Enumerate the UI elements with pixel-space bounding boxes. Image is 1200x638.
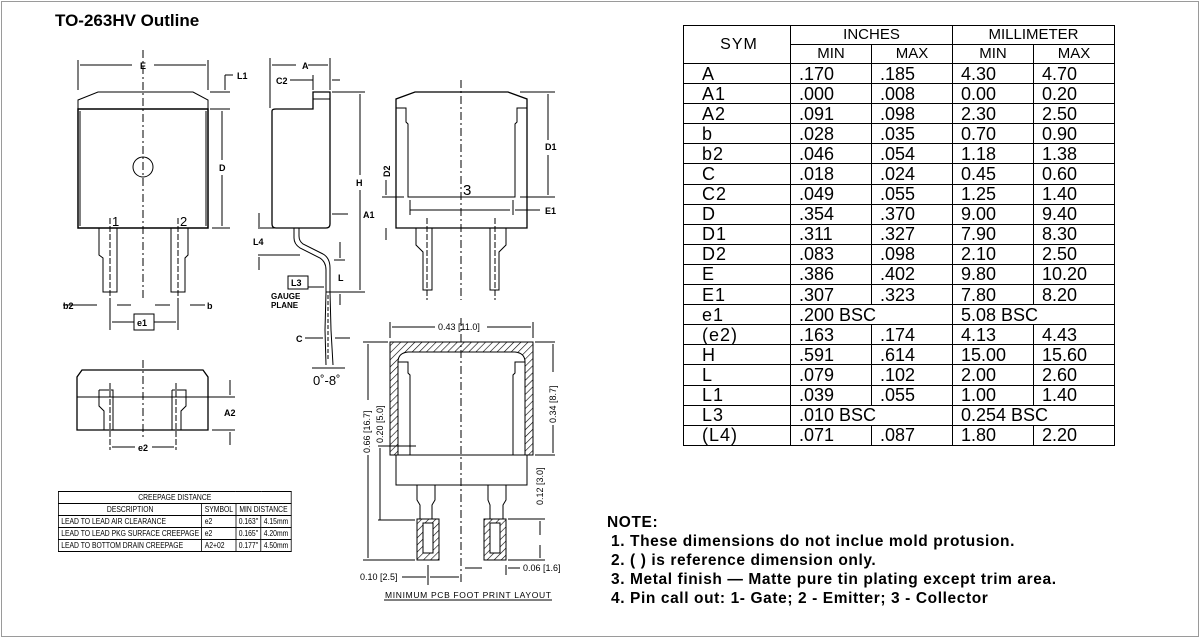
footprint-caption: MINIMUM PCB FOOT PRINT LAYOUT <box>385 590 551 600</box>
end-view <box>77 360 236 453</box>
mm-min-header: MIN <box>953 45 1034 64</box>
mm-min-value: 1.18 <box>953 144 1034 164</box>
inches-max-value: .102 <box>872 365 953 385</box>
mm-min-value: 1.80 <box>953 425 1034 445</box>
mm-max-value: 0.90 <box>1034 124 1115 144</box>
inches-max-value: .185 <box>872 64 953 84</box>
inches-min-value: .079 <box>791 365 872 385</box>
creepage-title: CREEPAGE DISTANCE <box>58 492 291 504</box>
dimension-symbol: L3 <box>684 405 791 425</box>
creepage-distance-table <box>58 491 292 552</box>
pcb-footprint <box>360 318 561 600</box>
dimension-symbol: L <box>684 365 791 385</box>
dimension-row <box>684 365 1115 385</box>
inches-min-value: .083 <box>791 244 872 264</box>
creepage-row <box>58 528 291 540</box>
inches-max-value: .323 <box>872 285 953 305</box>
creepage-symbol: e2 <box>202 528 236 540</box>
mm-min-value: 7.80 <box>953 285 1034 305</box>
lead-angle-label: 0˚-8˚ <box>313 373 341 388</box>
creepage-row <box>58 516 291 528</box>
inches-max-value: .055 <box>872 385 953 405</box>
mm-max-value: 4.70 <box>1034 64 1115 84</box>
creepage-header-min-distance: MIN DISTANCE <box>236 504 291 516</box>
dimension-symbol: (L4) <box>684 425 791 445</box>
pin-1-label: 1 <box>112 214 120 229</box>
creepage-desc: LEAD TO LEAD AIR CLEARANCE <box>58 516 202 528</box>
sym-header: SYM <box>684 26 791 64</box>
footprint-total-height-label: 0.66 [16.7] <box>362 410 372 453</box>
dimension-symbol: A <box>684 64 791 84</box>
dimension-symbol: b2 <box>684 144 791 164</box>
inches-max-value: .327 <box>872 224 953 244</box>
dim-label-D1: D1 <box>545 142 557 152</box>
inches-min-value: .046 <box>791 144 872 164</box>
mm-max-value: 2.50 <box>1034 104 1115 124</box>
dimension-row <box>684 64 1115 84</box>
mm-max-value: 10.20 <box>1034 264 1115 284</box>
inches-max-value: .098 <box>872 244 953 264</box>
creepage-header-description: DESCRIPTION <box>58 504 202 516</box>
page-title: TO-263HV Outline <box>55 11 200 30</box>
back-view <box>382 80 557 300</box>
gauge-plane-label-2: PLANE <box>271 301 299 310</box>
inches-min-value: .386 <box>791 264 872 284</box>
dimension-row <box>684 84 1115 104</box>
note-item: 1. These dimensions do not inclue mold protusion. <box>611 533 1016 550</box>
dim-label-L1: L1 <box>237 71 248 81</box>
mm-min-value: 2.10 <box>953 244 1034 264</box>
inches-min-value: .307 <box>791 285 872 305</box>
dimension-symbol: A2 <box>684 104 791 124</box>
mm-min-value: 1.25 <box>953 184 1034 204</box>
mm-min-value: 2.30 <box>953 104 1034 124</box>
note-item: 2. ( ) is reference dimension only. <box>611 552 877 569</box>
dimension-symbol: (e2) <box>684 325 791 345</box>
dim-label-C2: C2 <box>276 76 288 86</box>
mm-min-value: 9.00 <box>953 204 1034 224</box>
mm-min-value: 0.70 <box>953 124 1034 144</box>
dim-label-C: C <box>296 334 303 344</box>
footprint-width-label: 0.43 [11.0] <box>438 322 480 332</box>
inches-min-value: .071 <box>791 425 872 445</box>
dimension-row <box>684 345 1115 365</box>
dimension-row <box>684 285 1115 305</box>
inches-max-value: .054 <box>872 144 953 164</box>
dimension-row <box>684 184 1115 204</box>
mm-max-value: 15.60 <box>1034 345 1115 365</box>
mm-min-value: 0.00 <box>953 84 1034 104</box>
inches-min-value: .311 <box>791 224 872 244</box>
mm-max-value: 8.20 <box>1034 285 1115 305</box>
dimension-symbol: D <box>684 204 791 224</box>
mm-min-value: 2.00 <box>953 365 1034 385</box>
mm-min-value: 4.30 <box>953 64 1034 84</box>
mm-min-value: 0.45 <box>953 164 1034 184</box>
dim-label-D2: D2 <box>382 165 392 177</box>
dimension-row <box>684 325 1115 345</box>
inches-max-value: .087 <box>872 425 953 445</box>
dim-label-b2: b2 <box>63 301 74 311</box>
dimension-row <box>684 104 1115 124</box>
mm-max-value: 2.60 <box>1034 365 1115 385</box>
creepage-mm: 4.15mm <box>261 516 291 528</box>
mm-max-header: MAX <box>1034 45 1115 64</box>
dimension-symbol: L1 <box>684 385 791 405</box>
creepage-inch: 0.163" <box>236 516 261 528</box>
dim-label-H: H <box>356 178 363 188</box>
creepage-inch: 0.177" <box>236 540 261 552</box>
mm-max-value: 4.43 <box>1034 325 1115 345</box>
dimension-row <box>684 264 1115 284</box>
dim-label-E1: E1 <box>545 206 557 216</box>
note-item: 3. Metal finish — Matte pure tin plating except trim area. <box>611 571 1057 588</box>
inches-min-value: .000 <box>791 84 872 104</box>
dimension-symbol: C2 <box>684 184 791 204</box>
dim-label-e2: e2 <box>138 443 149 453</box>
dimension-row <box>684 385 1115 405</box>
dimension-row <box>684 244 1115 264</box>
dimension-row <box>684 124 1115 144</box>
inches-min-value: .049 <box>791 184 872 204</box>
creepage-header-symbol: SYMBOL <box>202 504 236 516</box>
dimension-symbol: e1 <box>684 305 791 325</box>
dim-label-D: D <box>219 163 226 173</box>
creepage-inch: 0.165" <box>236 528 261 540</box>
dim-label-A1: A1 <box>363 210 375 220</box>
inches-bsc-value: .010 BSC <box>791 405 953 425</box>
mm-max-value: 2.20 <box>1034 425 1115 445</box>
side-view <box>253 58 375 388</box>
front-view <box>63 50 248 330</box>
dimension-symbol: D1 <box>684 224 791 244</box>
inches-min-value: .018 <box>791 164 872 184</box>
pin-3-label: 3 <box>463 182 472 199</box>
gauge-plane-label: GAUGE <box>271 292 301 301</box>
footprint-pad-span-label: 0.20 [5.0] <box>375 405 385 443</box>
mm-min-value: 4.13 <box>953 325 1034 345</box>
mm-max-value: 1.38 <box>1034 144 1115 164</box>
notes-heading: NOTE: <box>607 514 659 531</box>
creepage-mm: 4.20mm <box>261 528 291 540</box>
inches-min-value: .163 <box>791 325 872 345</box>
dim-label-L: L <box>338 273 344 283</box>
dimension-symbol: E <box>684 264 791 284</box>
inches-max-value: .008 <box>872 84 953 104</box>
creepage-symbol: A2+02 <box>202 540 236 552</box>
mm-max-value: 9.40 <box>1034 204 1115 224</box>
mm-max-value: 0.20 <box>1034 84 1115 104</box>
dimension-row <box>684 405 1115 425</box>
footprint-pad-length-label: 0.12 [3.0] <box>535 467 545 505</box>
note-item: 4. Pin call out: 1- Gate; 2 - Emitter; 3 - Collector <box>611 590 989 607</box>
inches-min-value: .028 <box>791 124 872 144</box>
mm-min-value: 15.00 <box>953 345 1034 365</box>
inches-max-value: .035 <box>872 124 953 144</box>
inches-max-value: .174 <box>872 325 953 345</box>
dim-label-L4: L4 <box>253 237 264 247</box>
dimension-symbol: b <box>684 124 791 144</box>
dim-label-A: A <box>302 61 309 71</box>
dimension-row <box>684 425 1115 445</box>
dimension-symbol: A1 <box>684 84 791 104</box>
dimension-symbol: C <box>684 164 791 184</box>
creepage-desc: LEAD TO LEAD PKG SURFACE CREEPAGE <box>58 528 202 540</box>
creepage-row <box>58 540 291 552</box>
dim-label-L3: L3 <box>291 278 302 288</box>
dimension-symbol: D2 <box>684 244 791 264</box>
dimension-row <box>684 305 1115 325</box>
mm-max-value: 1.40 <box>1034 184 1115 204</box>
dimension-row <box>684 144 1115 164</box>
footprint-tab-height-label: 0.34 [8.7] <box>548 385 558 423</box>
creepage-mm: 4.50mm <box>261 540 291 552</box>
inches-min-value: .091 <box>791 104 872 124</box>
pin-2-label: 2 <box>180 214 188 229</box>
dim-label-A2: A2 <box>224 408 236 418</box>
dimension-row <box>684 204 1115 224</box>
footprint-pitch-label: 0.10 [2.5] <box>360 572 398 582</box>
inches-max-value: .055 <box>872 184 953 204</box>
inches-min-value: .039 <box>791 385 872 405</box>
mm-max-value: 0.60 <box>1034 164 1115 184</box>
mm-bsc-value: 0.254 BSC <box>953 405 1115 425</box>
mm-max-value: 8.30 <box>1034 224 1115 244</box>
mm-min-value: 1.00 <box>953 385 1034 405</box>
dim-label-e1: e1 <box>137 318 148 328</box>
dim-label-E: E <box>140 61 147 71</box>
dimension-symbol: H <box>684 345 791 365</box>
inches-min-header: MIN <box>791 45 872 64</box>
inches-min-value: .591 <box>791 345 872 365</box>
inches-bsc-value: .200 BSC <box>791 305 953 325</box>
footprint-pad-width-label: 0.06 [1.6] <box>523 563 561 573</box>
dimensions-table <box>683 25 1115 446</box>
creepage-symbol: e2 <box>202 516 236 528</box>
mm-min-value: 7.90 <box>953 224 1034 244</box>
inches-max-value: .098 <box>872 104 953 124</box>
dimension-row <box>684 224 1115 244</box>
mm-min-value: 9.80 <box>953 264 1034 284</box>
inches-min-value: .354 <box>791 204 872 224</box>
dimension-symbol: E1 <box>684 285 791 305</box>
mm-max-value: 1.40 <box>1034 385 1115 405</box>
inches-max-value: .614 <box>872 345 953 365</box>
mm-bsc-value: 5.08 BSC <box>953 305 1115 325</box>
inches-max-value: .024 <box>872 164 953 184</box>
inches-min-value: .170 <box>791 64 872 84</box>
millimeter-header: MILLIMETER <box>953 26 1115 45</box>
notes <box>607 513 1057 608</box>
inches-max-value: .402 <box>872 264 953 284</box>
dimension-row <box>684 164 1115 184</box>
creepage-desc: LEAD TO BOTTOM DRAIN CREEPAGE <box>58 540 202 552</box>
inches-header: INCHES <box>791 26 953 45</box>
inches-max-value: .370 <box>872 204 953 224</box>
dim-label-b: b <box>207 301 213 311</box>
inches-max-header: MAX <box>872 45 953 64</box>
mm-max-value: 2.50 <box>1034 244 1115 264</box>
